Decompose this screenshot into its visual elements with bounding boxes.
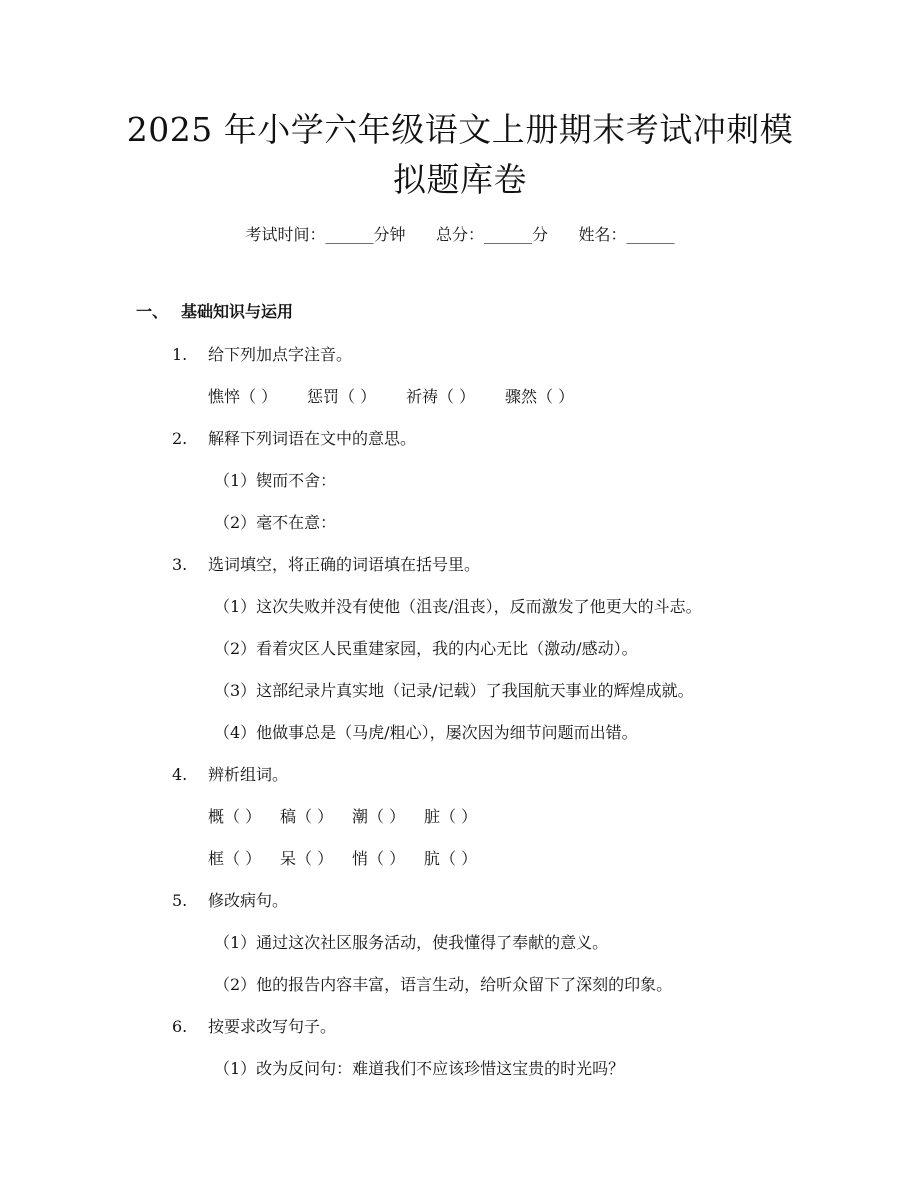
section-heading (136, 301, 293, 323)
q3-sub-item: （2）看着灾区人民重建家园，我的内心无比（激动/感动）。 (214, 639, 638, 658)
question-text: 按要求改写句子。 (208, 1017, 337, 1036)
q1-pinyin-row (208, 386, 574, 408)
q4-row-1 (208, 806, 477, 828)
pinyin-item: 骤然（ ） (505, 387, 575, 406)
q3-sub-item: （1）这次失败并没有使他（沮丧/沮丧），反而激发了他更大的斗志。 (214, 597, 702, 616)
question-number: 1. (172, 345, 188, 364)
q5-sub-item: （1）通过这次社区服务活动，使我懂得了奉献的意义。 (214, 933, 609, 952)
pinyin-item: 憔悴（ ） (208, 387, 278, 406)
word-item: 概（ ） (208, 807, 262, 826)
word-item: 框（ ） (208, 849, 262, 868)
pinyin-item: 祈祷（ ） (406, 387, 476, 406)
word-item: 稿（ ） (280, 807, 334, 826)
section-number: 一、 (136, 302, 169, 321)
pinyin-item: 惩罚（ ） (307, 387, 377, 406)
question-text: 选词填空，将正确的词语填在括号里。 (208, 555, 481, 574)
question-number: 2. (172, 429, 188, 448)
page-title-line-2: 拟题库卷 (393, 160, 527, 199)
q5-sub-item: （2）他的报告内容丰富，语言生动，给听众留下了深刻的印象。 (214, 975, 673, 994)
word-item: 悄（ ） (352, 849, 406, 868)
exam-info: 考试时间：______分钟 总分：______分 姓名：______ (245, 225, 675, 244)
question-text: 解释下列词语在文中的意思。 (208, 429, 417, 448)
page-title-line-1: 2025 年小学六年级语文上册期末考试冲刺模 (126, 110, 794, 149)
question-text: 给下列加点字注音。 (208, 345, 353, 364)
question-number: 4. (172, 765, 188, 784)
q2-sub-item: （1）锲而不舍： (214, 471, 337, 490)
q6-sub-item: （1）改为反问句：难道我们不应该珍惜这宝贵的时光吗？ (214, 1059, 625, 1078)
question-text: 辨析组词。 (208, 765, 289, 784)
question-number: 6. (172, 1017, 188, 1036)
q3-sub-item: （4）他做事总是（马虎/粗心），屡次因为细节问题而出错。 (214, 723, 638, 742)
q2-sub-item: （2）毫不在意： (214, 513, 337, 532)
q4-row-2 (208, 848, 477, 870)
q3-sub-item: （3）这部纪录片真实地（记录/记载）了我国航天事业的辉煌成就。 (214, 681, 694, 700)
word-item: 潮（ ） (352, 807, 406, 826)
word-item: 呆（ ） (280, 849, 334, 868)
question-number: 3. (172, 555, 188, 574)
word-item: 脏（ ） (424, 807, 478, 826)
question-text: 修改病句。 (208, 891, 289, 910)
section-title: 基础知识与运用 (181, 302, 294, 321)
question-number: 5. (172, 891, 188, 910)
word-item: 肮（ ） (424, 849, 478, 868)
